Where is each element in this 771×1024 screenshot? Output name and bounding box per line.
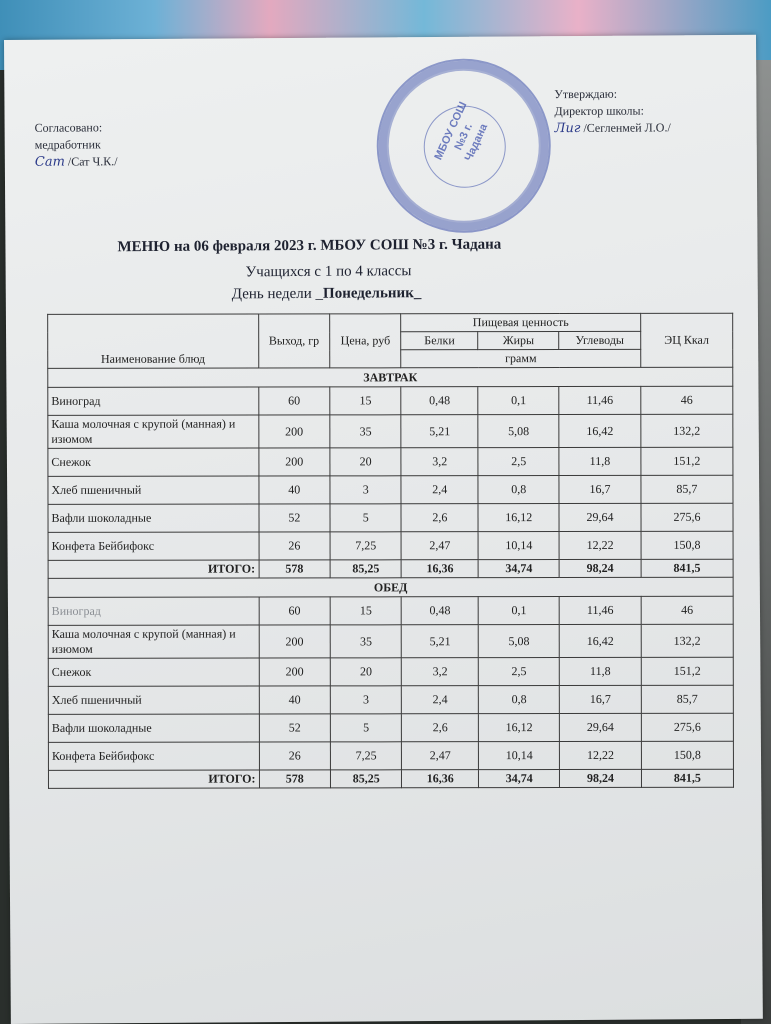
cell-energy: 46 xyxy=(641,386,733,414)
cell-energy: 132,2 xyxy=(641,414,733,447)
cell-price: 15 xyxy=(330,387,401,415)
cell-fat: 10,14 xyxy=(478,532,559,560)
cell-protein: 0,48 xyxy=(401,387,478,415)
table-row xyxy=(48,685,733,714)
total-carbs: 98,24 xyxy=(559,559,641,577)
col-name-header: Наименование блюд xyxy=(48,314,259,368)
stamp-text: МБОУ СОШ №3 г. Чадана xyxy=(432,100,491,164)
cell-fat: 2,5 xyxy=(479,658,560,686)
menu-subtitle: Учащихся с 1 по 4 классы xyxy=(245,263,412,281)
cell-protein: 3,2 xyxy=(401,448,478,476)
cell-carbs: 16,7 xyxy=(560,685,642,713)
cell-protein: 2,4 xyxy=(401,476,478,504)
cell-price: 35 xyxy=(330,625,401,658)
col-fat-header: Жиры xyxy=(478,332,559,350)
cell-fat: 16,12 xyxy=(478,504,559,532)
dish-name: Вафли шоколадные xyxy=(48,714,259,742)
cell-protein: 3,2 xyxy=(402,658,479,686)
dish-name: Снежок xyxy=(48,448,259,476)
cell-energy: 150,8 xyxy=(641,741,733,769)
dish-name: Каша молочная с крупой (манная) и изюмом xyxy=(48,625,259,658)
cell-carbs: 16,42 xyxy=(559,624,641,657)
cell-yield: 60 xyxy=(259,597,331,625)
total-label: ИТОГО: xyxy=(48,770,259,788)
cell-carbs: 12,22 xyxy=(560,741,642,769)
cell-fat: 0,1 xyxy=(478,597,559,625)
table-row xyxy=(48,657,733,686)
table-row xyxy=(48,624,733,658)
cell-energy: 46 xyxy=(641,596,733,624)
table-row xyxy=(48,503,733,532)
cell-yield: 26 xyxy=(259,532,331,560)
cell-yield: 200 xyxy=(258,448,330,476)
total-price: 85,25 xyxy=(330,560,401,578)
medic-label: медработник xyxy=(34,137,101,152)
director-label: Директор школы: xyxy=(554,103,644,119)
cell-fat: 5,08 xyxy=(479,625,560,658)
cell-carbs: 16,7 xyxy=(559,475,641,503)
table-row xyxy=(48,386,733,415)
menu-table-body xyxy=(48,367,734,788)
nutrition-header: Пищевая ценность xyxy=(401,313,641,331)
total-row xyxy=(48,559,733,578)
cell-price: 5 xyxy=(330,714,401,742)
cell-yield: 200 xyxy=(259,625,331,658)
col-yield-header: Выход, гр xyxy=(258,314,330,368)
total-yield: 578 xyxy=(259,560,331,578)
cell-yield: 52 xyxy=(259,714,331,742)
medic-name: /Сат Ч.К./ xyxy=(67,154,118,169)
total-fat: 34,74 xyxy=(479,770,560,788)
unit-header: грамм xyxy=(401,349,641,367)
dish-name: Конфета Бейбифокс xyxy=(48,532,259,560)
cell-carbs: 11,46 xyxy=(559,596,641,624)
dish-name: Вафли шоколадные xyxy=(48,504,259,532)
cell-fat: 0,8 xyxy=(478,476,559,504)
cell-yield: 60 xyxy=(258,387,330,415)
total-energy: 841,5 xyxy=(641,559,733,577)
table-row xyxy=(48,741,733,770)
cell-energy: 85,7 xyxy=(641,685,733,713)
cell-energy: 85,7 xyxy=(641,475,733,503)
cell-yield: 40 xyxy=(259,686,331,714)
cell-price: 20 xyxy=(330,658,401,686)
table-row xyxy=(48,713,733,742)
dish-name: Хлеб пшеничный xyxy=(48,476,259,504)
cell-energy: 151,2 xyxy=(641,447,733,475)
cell-carbs: 11,8 xyxy=(559,447,641,475)
dish-name: Конфета Бейбифокс xyxy=(48,742,259,770)
approval-approved-block xyxy=(554,85,670,137)
cell-price: 20 xyxy=(330,448,401,476)
cell-energy: 132,2 xyxy=(641,624,733,657)
section-title: ЗАВТРАК xyxy=(48,367,733,387)
dish-name: Каша молочная с крупой (манная) и изюмом xyxy=(48,415,259,448)
total-energy: 841,5 xyxy=(641,769,733,787)
weekday-value: Понедельник_ xyxy=(322,285,422,302)
dish-name: Виноград xyxy=(48,387,259,415)
cell-carbs: 29,64 xyxy=(560,713,642,741)
cell-yield: 26 xyxy=(259,742,331,770)
total-row xyxy=(48,769,733,788)
approval-agreed-block xyxy=(35,119,118,171)
cell-carbs: 29,64 xyxy=(559,503,641,531)
cell-fat: 2,5 xyxy=(478,448,559,476)
cell-protein: 2,4 xyxy=(402,686,479,714)
dish-name: Хлеб пшеничный xyxy=(48,686,259,714)
cell-price: 7,25 xyxy=(331,742,402,770)
cell-yield: 200 xyxy=(258,415,330,448)
menu-title: МЕНЮ на 06 февраля 2023 г. МБОУ СОШ №3 г. Чадана xyxy=(117,236,502,256)
school-stamp xyxy=(376,58,551,233)
cell-carbs: 12,22 xyxy=(559,531,641,559)
total-protein: 16,36 xyxy=(401,560,478,578)
cell-price: 35 xyxy=(330,415,401,448)
cell-energy: 150,8 xyxy=(641,531,733,559)
cell-protein: 0,48 xyxy=(401,597,478,625)
cell-protein: 2,6 xyxy=(402,714,479,742)
cell-yield: 200 xyxy=(259,658,331,686)
director-name: /Сегленмей Л.О./ xyxy=(583,120,671,135)
cell-energy: 275,6 xyxy=(641,503,733,531)
weekday-label: День недели _ xyxy=(231,285,324,303)
cell-yield: 52 xyxy=(259,504,331,532)
table-row xyxy=(48,531,733,560)
total-yield: 578 xyxy=(259,770,331,788)
cell-carbs: 11,8 xyxy=(559,657,641,685)
cell-energy: 151,2 xyxy=(641,657,733,685)
col-carbs-header: Углеводы xyxy=(559,331,641,349)
cell-carbs: 11,46 xyxy=(559,386,641,414)
table-row xyxy=(48,475,733,504)
menu-sheet xyxy=(4,35,763,1024)
col-protein-header: Белки xyxy=(401,332,478,350)
col-price-header: Цена, руб xyxy=(330,314,401,368)
total-protein: 16,36 xyxy=(402,770,479,788)
cell-carbs: 16,42 xyxy=(559,414,641,447)
dish-name: Снежок xyxy=(48,658,259,686)
approve-label: Утверждаю: xyxy=(554,86,618,102)
agreed-label: Согласовано: xyxy=(34,120,103,135)
col-energy-header: ЭЦ Ккал xyxy=(641,313,733,367)
cell-protein: 2,6 xyxy=(401,504,478,532)
table-row xyxy=(48,414,733,448)
cell-price: 7,25 xyxy=(330,532,401,560)
dish-name: Виноград xyxy=(48,597,259,625)
menu-table xyxy=(47,313,734,789)
cell-price: 3 xyxy=(330,686,401,714)
cell-protein: 5,21 xyxy=(401,415,478,448)
total-label: ИТОГО: xyxy=(48,560,259,578)
cell-price: 5 xyxy=(330,504,401,532)
cell-yield: 40 xyxy=(258,476,330,504)
director-signature: Лиг xyxy=(554,120,581,137)
cell-fat: 0,1 xyxy=(478,387,559,415)
table-row xyxy=(48,447,733,476)
cell-energy: 275,6 xyxy=(641,713,733,741)
cell-fat: 5,08 xyxy=(478,415,559,448)
table-row xyxy=(48,596,733,625)
total-fat: 34,74 xyxy=(478,560,559,578)
cell-fat: 10,14 xyxy=(479,742,560,770)
cell-price: 3 xyxy=(330,476,401,504)
cell-protein: 2,47 xyxy=(402,742,479,770)
cell-protein: 2,47 xyxy=(401,532,478,560)
cell-price: 15 xyxy=(330,597,401,625)
cell-fat: 16,12 xyxy=(479,714,560,742)
section-title: ОБЕД xyxy=(48,577,733,597)
cell-fat: 0,8 xyxy=(479,686,560,714)
total-price: 85,25 xyxy=(331,770,402,788)
total-carbs: 98,24 xyxy=(560,769,642,787)
cell-protein: 5,21 xyxy=(402,625,479,658)
medic-signature: Сат xyxy=(34,154,65,170)
weekday-line xyxy=(232,285,422,303)
